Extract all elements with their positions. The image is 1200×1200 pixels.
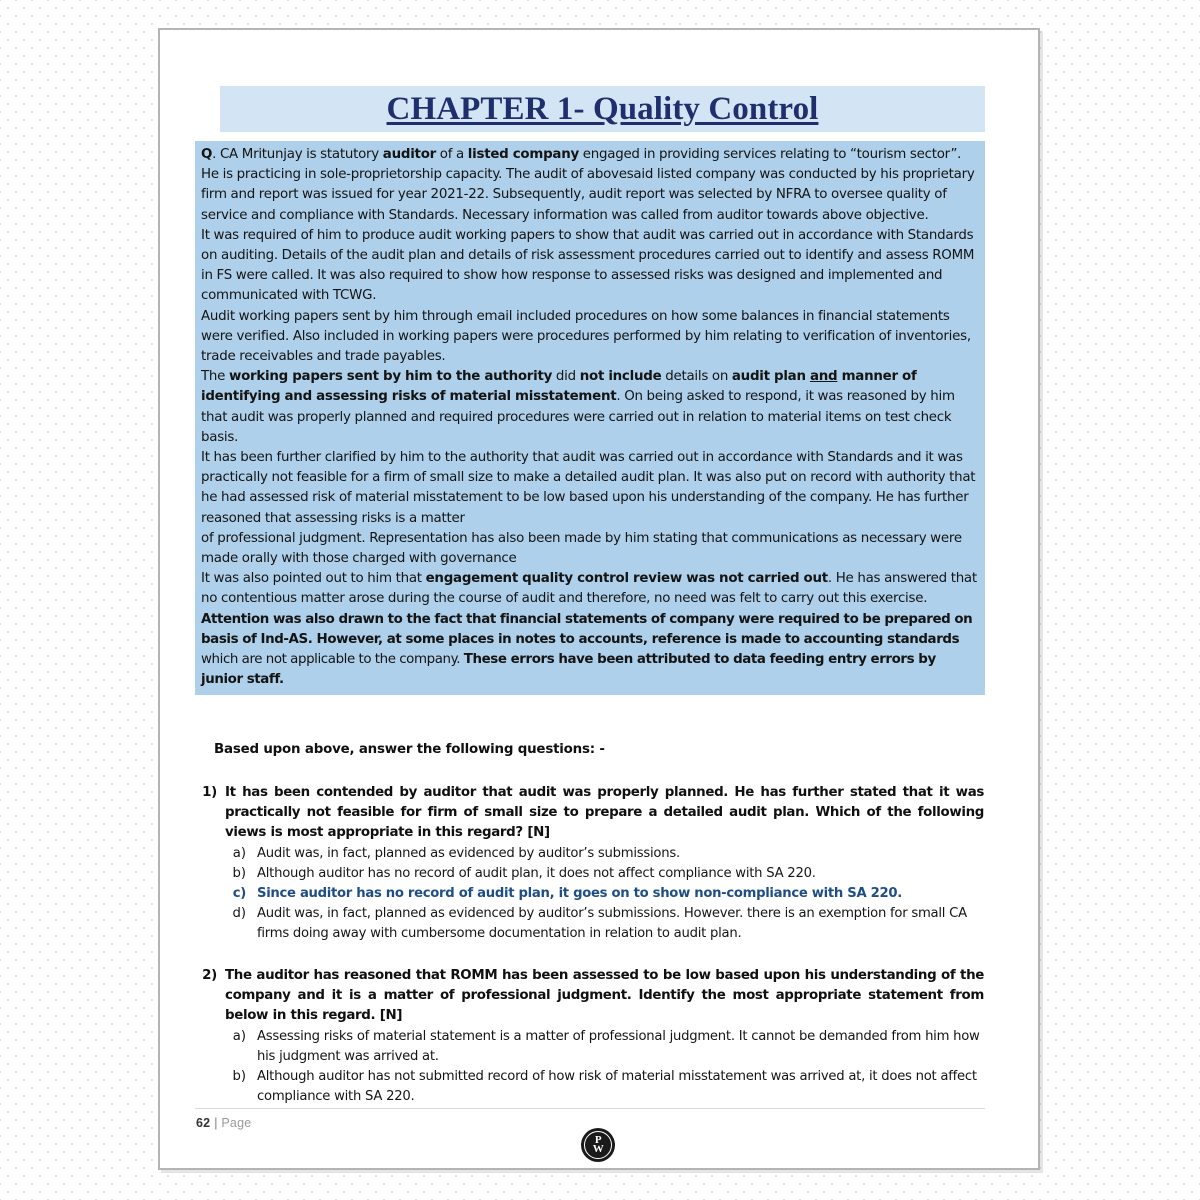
- text-run: . He has answered that no contentious matter arose during the course of audit and therefore, no need was felt to carry out this exercise.: [201, 571, 977, 607]
- bold-run: audit plan: [731, 369, 810, 385]
- option-text: Although auditor has no record of audit plan, it does not affect compliance with SA 220.: [257, 866, 816, 881]
- text-run: It was also pointed out to him that: [201, 571, 426, 587]
- page-content: [160, 30, 1038, 1168]
- footer-page-number: 62: [196, 1116, 211, 1130]
- text-run: engaged in providing services relating to “tourism sector”. He is practicing in sole-proprietorship capacity. The audit of abovesaid listed company was conducted by his proprietary firm and report was issued for year 2021-22. Subsequently, audit report was selected by NFRA to oversee quality of service and compliance with Standards. Necessary information was called from auditor towards above objective.: [201, 147, 975, 223]
- option-letter: b): [232, 866, 246, 881]
- questions-section: [195, 742, 990, 1129]
- question-block: [195, 783, 990, 944]
- option-letter: b): [232, 1069, 246, 1084]
- option-row[interactable]: [195, 904, 990, 944]
- case-study-scenario-box: [195, 141, 985, 695]
- logo-initials: [592, 1133, 604, 1155]
- scenario-paragraph: [201, 448, 979, 529]
- bold-run: Q: [201, 147, 213, 162]
- option-letter: a): [232, 1029, 246, 1044]
- text-run: The: [201, 369, 229, 385]
- text-run: did: [552, 369, 580, 385]
- question-row: [195, 966, 990, 1026]
- text-run: of a: [436, 147, 468, 162]
- question-row: [195, 783, 990, 843]
- text-run: of professional judgment. Representation has also been made by him stating that communications as necessary were made orally with those charged with governance: [201, 530, 962, 567]
- option-row[interactable]: [195, 864, 990, 884]
- text-run: It was required of him to produce audit working papers to show that audit was carried out in accordance with Standards on auditing. Details of the audit plan and details of risk assessment procedures carried out to identify and assess ROMM in FS were called. It was also required to show how response to assessed risks was designed and implemented and communicated with TCWG.: [201, 227, 975, 304]
- option-text: Since auditor has no record of audit plan, it goes on to show non-compliance with SA 220.: [257, 886, 903, 901]
- bold-run: listed company: [467, 147, 579, 162]
- option-row-correct[interactable]: [195, 884, 990, 904]
- document-page: [158, 28, 1040, 1170]
- question-number: 2): [202, 968, 217, 983]
- bold-run: working papers sent by him to the authority: [228, 369, 553, 385]
- option-row[interactable]: [195, 1027, 990, 1067]
- question-text: The auditor has reasoned that ROMM has been assessed to be low based upon his understanding of the company and it is a matter of professional judgment. Identify the most appropriate statement from below in this regard. [N]: [225, 968, 984, 1023]
- bold-run: These errors have been attributed to data feeding entry errors by junior staff.: [201, 652, 936, 688]
- bold-run: not include: [579, 369, 662, 385]
- bold-run: engagement quality control review was not carried out: [425, 571, 828, 587]
- instruction-line: Based upon above, answer the following questions: -: [214, 742, 605, 757]
- footer-separator: |: [214, 1116, 218, 1130]
- scenario-paragraph: [201, 529, 979, 569]
- scenario-paragraph: [201, 569, 979, 609]
- text-run: It has been further clarified by him to the authority that audit was carried out in accordance with Standards and it was practically not feasible for a firm of small size to make a detailed audit plan. It was also put on record with authority that he had assessed risk of material misstatement to be low based upon his understanding of the company. He has further reasoned that assessing risks is a matter: [201, 450, 976, 526]
- option-text: Audit was, in fact, planned as evidenced by auditor’s submissions.: [257, 846, 680, 861]
- bold-run: manner of identifying and assessing risks of material misstatement: [201, 369, 917, 405]
- scenario-paragraph: [201, 610, 979, 691]
- text-run: . On being asked to respond, it was reasoned by him that audit was properly planned and required procedures were carried out in relation to material items on test check basis.: [201, 389, 955, 445]
- option-text: Assessing risks of material statement is a matter of professional judgment. It cannot be demanded from him how his judgment was arrived at.: [257, 1029, 980, 1064]
- bold-run: Attention was also drawn to the fact that financial statements of company were required to be prepared on basis of Ind-AS. However, at some places in notes to accounts, reference is made to accounting standards: [201, 611, 973, 647]
- scenario-paragraph: [201, 367, 979, 448]
- question-text: It has been contended by auditor that audit was properly planned. He has further stated that it was practically not feasible for firm of small size to prepare a detailed audit plan. Which of the following views is most appropriate in this regard? [N]: [225, 785, 984, 840]
- page-title: CHAPTER 1- Quality Control: [386, 90, 819, 127]
- option-text: Although auditor has not submitted record of how risk of material misstatement was arrived at, it does not affect compliance with SA 220.: [257, 1069, 977, 1104]
- text-run: details on: [661, 369, 732, 385]
- option-row[interactable]: [195, 844, 990, 864]
- logo-letter-p: P: [594, 1133, 602, 1146]
- option-letter: a): [232, 846, 246, 861]
- scenario-paragraph: [201, 226, 979, 307]
- option-list: [195, 844, 990, 944]
- question-number: 1): [202, 785, 217, 800]
- scenario-paragraph: [201, 145, 979, 226]
- text-run: Audit working papers sent by him through email included procedures on how some balances in financial statements were verified. Also included in working papers were procedures performed by him relating to verification of inventories, trade receivables and trade payables.: [201, 308, 971, 365]
- question-block: [195, 966, 990, 1107]
- text-run: . CA Mritunjay is statutory: [212, 147, 383, 162]
- text-run: which are not applicable to the company.: [201, 652, 464, 668]
- option-row[interactable]: [195, 1067, 990, 1107]
- option-letter: c): [232, 886, 246, 901]
- bold-run: auditor: [382, 147, 436, 162]
- footer-divider: [195, 1108, 985, 1109]
- bold-underline-run: [810, 369, 837, 384]
- footer-page-label: Page: [221, 1116, 252, 1130]
- question-list: [195, 783, 990, 1107]
- option-text: Audit was, in fact, planned as evidenced by auditor’s submissions. However. there is an exemption for small CA firms doing away with cumbersome documentation in relation to audit plan.: [257, 906, 967, 941]
- option-letter: d): [232, 906, 246, 921]
- pw-logo-icon: [581, 1128, 615, 1162]
- underlined-run: and: [809, 369, 838, 385]
- option-list: [195, 1027, 990, 1107]
- scenario-paragraph: [201, 307, 979, 368]
- publisher-logo: [581, 1128, 615, 1162]
- footer-page-indicator: [196, 1116, 251, 1130]
- logo-letter-w: W: [592, 1143, 604, 1155]
- chapter-title-band: [220, 86, 985, 132]
